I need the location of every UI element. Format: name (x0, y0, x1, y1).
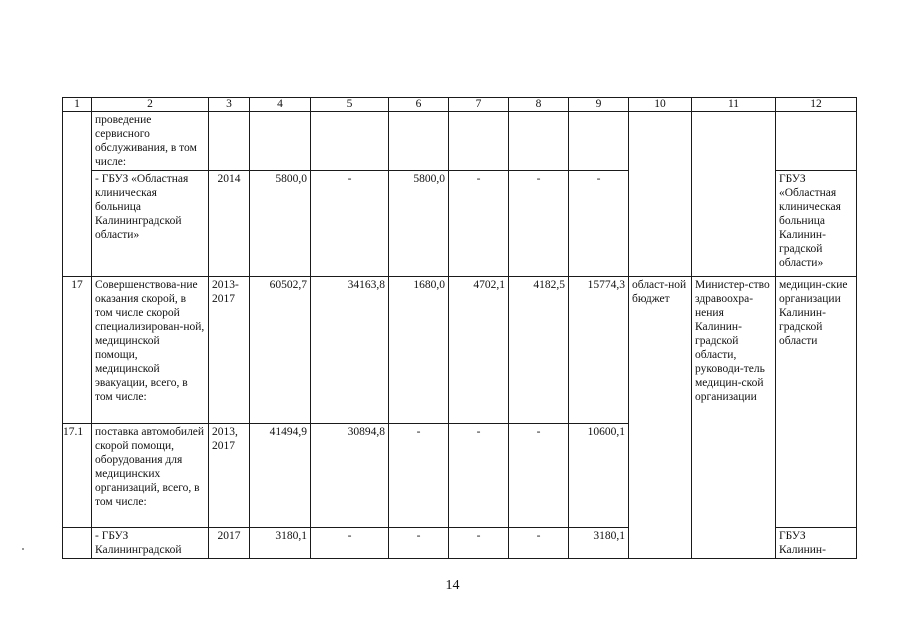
value-cell: 15774,3 (569, 277, 629, 424)
year-cell: 2013, 2017 (209, 424, 250, 528)
value-cell: 60502,7 (250, 277, 311, 424)
year-cell (209, 112, 250, 171)
executor-cell: ГБУЗ «Областная клиническая больница Калинин-градской области» (776, 171, 857, 277)
executor-cell: медицин-ские организации Калинин-градской области (776, 277, 857, 528)
year-cell: 2017 (209, 528, 250, 559)
value-cell: - (389, 528, 449, 559)
description-cell: Совершенствова-ние оказания скорой, в том числе скорой специализирован-ной, медицинской помощи, медицинской эвакуации, всего, в том числе: (92, 277, 209, 424)
header-cell: 11 (692, 98, 776, 112)
header-cell: 2 (92, 98, 209, 112)
value-cell: 30894,8 (311, 424, 389, 528)
row-number-cell: 17.1 (63, 424, 92, 528)
value-cell: - (449, 528, 509, 559)
value-cell: 34163,8 (311, 277, 389, 424)
value-cell: 3180,1 (569, 528, 629, 559)
header-cell: 1 (63, 98, 92, 112)
table-row (63, 277, 857, 424)
header-cell: 6 (389, 98, 449, 112)
value-cell: - (569, 171, 629, 277)
value-cell: 4702,1 (449, 277, 509, 424)
value-cell (389, 112, 449, 171)
value-cell (311, 112, 389, 171)
header-cell: 10 (629, 98, 692, 112)
value-cell: 5800,0 (250, 171, 311, 277)
header-row (63, 98, 857, 112)
year-cell: 2013-2017 (209, 277, 250, 424)
executor-cell: ГБУЗ Калинин- (776, 528, 857, 559)
responsible-cell (692, 112, 776, 277)
scan-speck (22, 548, 24, 550)
budget-table (62, 97, 857, 559)
value-cell: - (449, 171, 509, 277)
value-cell (509, 112, 569, 171)
executor-cell (776, 112, 857, 171)
value-cell: 3180,1 (250, 528, 311, 559)
value-cell (250, 112, 311, 171)
value-cell (449, 112, 509, 171)
responsible-cell: Министер-ство здравоохра-нения Калинин-градской области, руководи-тель медицин-ской организации (692, 277, 776, 559)
value-cell: - (389, 424, 449, 528)
page-number: 14 (445, 578, 460, 593)
description-cell: - ГБУЗ Калининградской (92, 528, 209, 559)
source-cell: област-ной бюджет (629, 277, 692, 559)
row-number-cell (63, 112, 92, 277)
value-cell: 41494,9 (250, 424, 311, 528)
value-cell: - (311, 171, 389, 277)
source-cell (629, 112, 692, 277)
description-cell: проведение сервисного обслуживания, в том числе: (92, 112, 209, 171)
header-cell: 4 (250, 98, 311, 112)
value-cell: 10600,1 (569, 424, 629, 528)
value-cell: 5800,0 (389, 171, 449, 277)
value-cell: - (311, 528, 389, 559)
value-cell: 4182,5 (509, 277, 569, 424)
header-cell: 9 (569, 98, 629, 112)
header-cell: 5 (311, 98, 389, 112)
header-cell: 7 (449, 98, 509, 112)
value-cell: 1680,0 (389, 277, 449, 424)
value-cell: - (449, 424, 509, 528)
row-number-cell: 17 (63, 277, 92, 424)
value-cell (569, 112, 629, 171)
value-cell: - (509, 528, 569, 559)
row-number-cell (63, 528, 92, 559)
value-cell: - (509, 171, 569, 277)
description-cell: поставка автомобилей скорой помощи, оборудования для медицинских организаций, всего, в том числе: (92, 424, 209, 528)
table-row (63, 112, 857, 171)
header-cell: 12 (776, 98, 857, 112)
description-cell: - ГБУЗ «Областная клиническая больница Калининградской области» (92, 171, 209, 277)
value-cell: - (509, 424, 569, 528)
year-cell: 2014 (209, 171, 250, 277)
header-cell: 3 (209, 98, 250, 112)
header-cell: 8 (509, 98, 569, 112)
